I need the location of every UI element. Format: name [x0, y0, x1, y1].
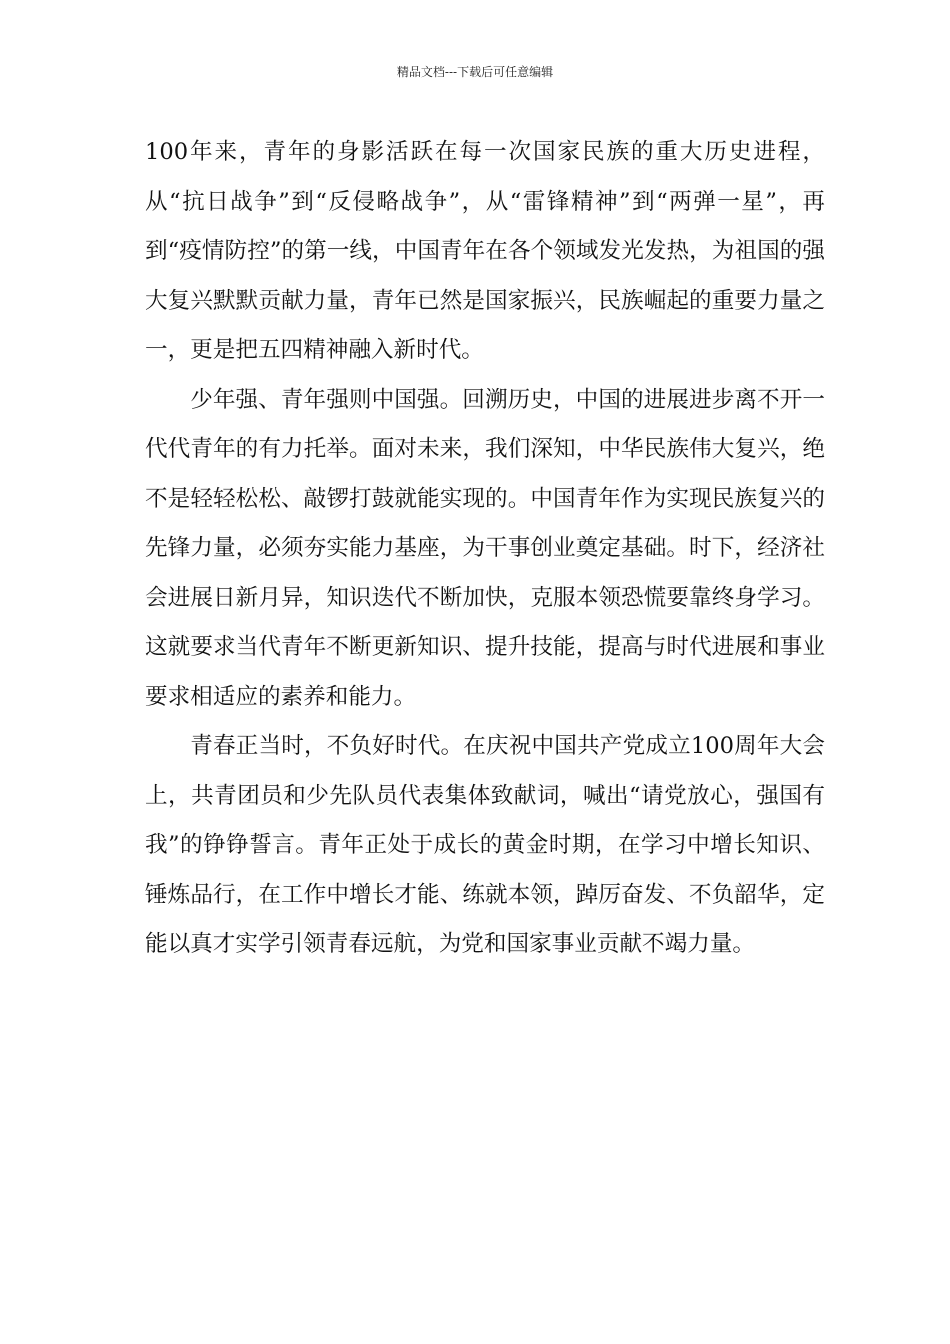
paragraph-2: 少年强、青年强则中国强。回溯历史，中国的进展进步离不开一代代青年的有力托举。面对未来，我们深知，中华民族伟大复兴，绝不是轻轻松松、敲锣打鼓就能实现的。中国青年作为实现民族复兴的先锋力量，必须夯实能力基座，为干事创业奠定基础。时下，经济社会进展日新月异，知识迭代不断加快，克服本领恐慌要靠终身学习。这就要求当代青年不断更新知识、提升技能，提高与时代进展和事业要求相适应的素养和能力。: [145, 386, 825, 710]
page-header: 精品文档---下载后可任意编辑: [396, 65, 554, 79]
document-body: [145, 128, 825, 970]
paragraph-1: 100年来，青年的身影活跃在每一次国家民族的重大历史进程，从“抗日战争”到“反侵略战争”，从“雷锋精神”到“两弹一星”，再到“疫情防控”的第一线，中国青年在各个领域发光发热，为祖国的强大复兴默默贡献力量，青年已然是国家振兴，民族崛起的重要力量之一，更是把五四精神融入新时代。: [145, 139, 825, 363]
paragraph-3: 青春正当时，不负好时代。在庆祝中国共产党成立100周年大会上，共青团员和少先队员代表集体致献词，喊出“请党放心，强国有我”的铮铮誓言。青年正处于成长的黄金时期，在学习中增长知识、锤炼品行，在工作中增长才能、练就本领，踔厉奋发、不负韶华，定能以真才实学引领青春远航，为党和国家事业贡献不竭力量。: [145, 733, 825, 957]
